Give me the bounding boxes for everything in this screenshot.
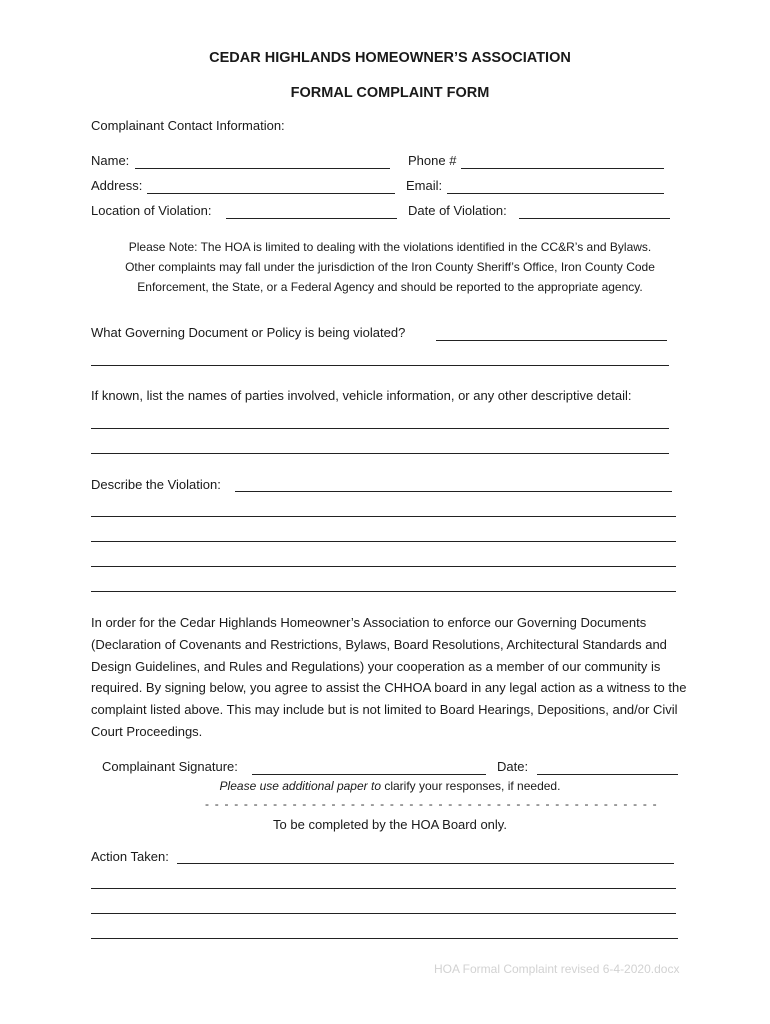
org-title: CEDAR HIGHLANDS HOMEOWNER’S ASSOCIATION (209, 50, 571, 66)
name-field[interactable] (135, 168, 390, 169)
describe-field-line-5[interactable] (91, 591, 676, 592)
signature-label: Complainant Signature: (102, 759, 238, 774)
describe-field-line-4[interactable] (91, 566, 676, 567)
note-line-2: Other complaints may fall under the jurisdiction of the Iron County Sheriff’s Office, Iron County Code (125, 260, 655, 274)
note-line-1: Please Note: The HOA is limited to dealing with the violations identified in the CC&R’s and Bylaws. (128, 240, 652, 254)
signature-date-label: Date: (497, 759, 529, 774)
agreement-paragraph: In order for the Cedar Highlands Homeowner’s Association to enforce our Governing Documents (Declaration of Covenants and Restrictions, Bylaws, Board Resolutions, Architectural Standards and Design Guidelines, and Rules and Regulations) your cooperation as a member of our community is required. By signing below, you agree to assist the CHHOA board in any legal action as a witness to the complaint listed above. This may include but is not limited to Board Hearings, Depositions, and/or Civil Court Proceedings. (91, 615, 687, 739)
parties-field-line-2[interactable] (91, 453, 669, 454)
parties-field-line-1[interactable] (91, 428, 669, 429)
governing-doc-question: What Governing Document or Policy is being violated? (91, 325, 406, 340)
violation-date-field[interactable] (519, 218, 670, 219)
describe-violation-label: Describe the Violation: (91, 477, 221, 492)
additional-paper-note (0, 779, 770, 793)
address-label: Address: (91, 178, 143, 193)
separator-line: - - - - - - - - - - - - - - - - - - - - - - - - - - - - - - - - - - - - - - - - - - - - - - - (205, 797, 658, 811)
footer-filename: HOA Formal Complaint revised 6-4-2020.docx (434, 962, 680, 976)
phone-label: Phone # (408, 153, 457, 168)
action-taken-field-line-3[interactable] (91, 913, 676, 914)
governing-doc-field-line-2[interactable] (91, 365, 669, 366)
violation-date-label: Date of Violation: (408, 203, 507, 218)
board-only-label: To be completed by the HOA Board only. (273, 817, 507, 832)
email-label: Email: (406, 178, 443, 193)
signature-date-field[interactable] (537, 774, 678, 775)
governing-doc-field[interactable] (436, 340, 667, 341)
phone-field[interactable] (461, 168, 664, 169)
action-taken-field-line-2[interactable] (91, 888, 676, 889)
action-taken-field-line-4[interactable] (91, 938, 678, 939)
signature-field[interactable] (252, 774, 486, 775)
location-field[interactable] (226, 218, 397, 219)
action-taken-field-line-1[interactable] (177, 863, 674, 864)
parties-question: If known, list the names of parties involved, vehicle information, or any other descriptive detail: (91, 388, 632, 403)
describe-field-line-2[interactable] (91, 516, 676, 517)
form-title: FORMAL COMPLAINT FORM (290, 85, 490, 101)
additional-paper-italic: Please use additional paper to (219, 779, 381, 793)
describe-field-line-3[interactable] (91, 541, 676, 542)
action-taken-label: Action Taken: (91, 849, 169, 864)
describe-field-line-1[interactable] (235, 491, 672, 492)
email-field[interactable] (447, 193, 664, 194)
name-label: Name: (91, 153, 130, 168)
contact-section-label: Complainant Contact Information: (91, 118, 285, 133)
note-line-3: Enforcement, the State, or a Federal Agency and should be reported to the appropriate agency. (137, 280, 643, 294)
address-field[interactable] (147, 193, 395, 194)
additional-paper-rest: clarify your responses, if needed. (381, 779, 561, 793)
location-label: Location of Violation: (91, 203, 212, 218)
